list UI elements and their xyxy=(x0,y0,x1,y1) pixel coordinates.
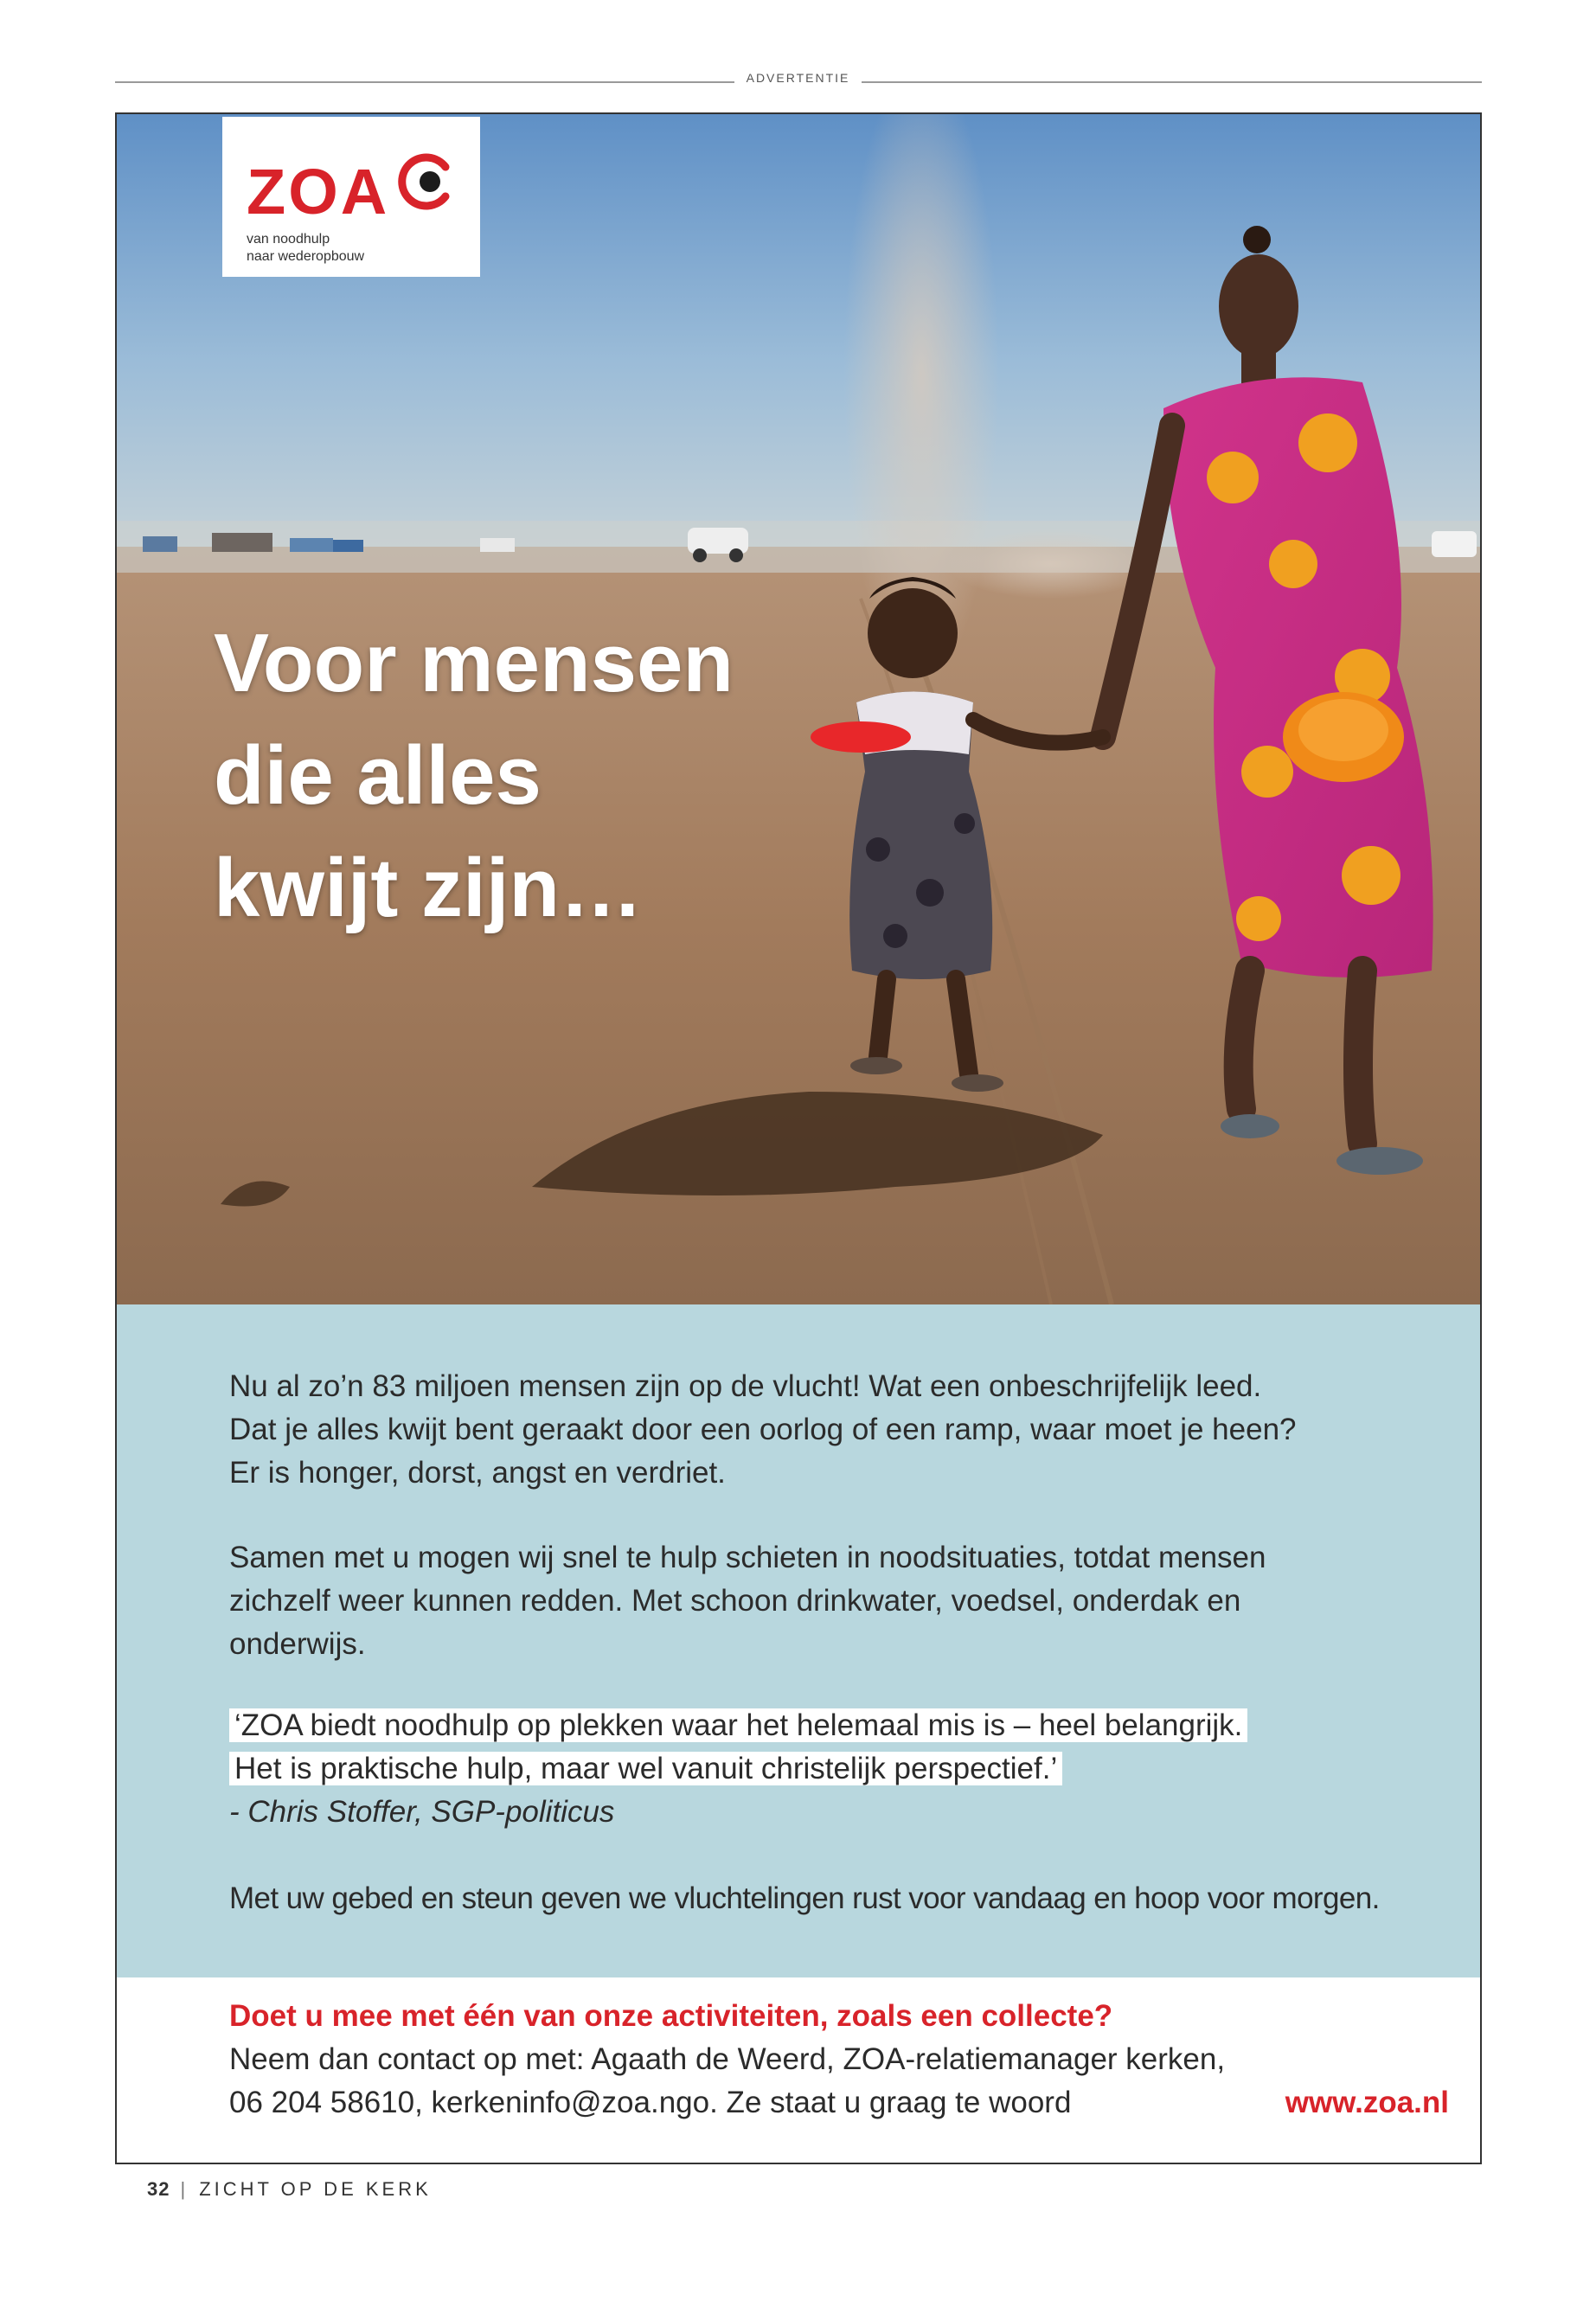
body-text-panel xyxy=(117,1304,1480,1977)
intro-paragraph: Nu al zo’n 83 miljoen mensen zijn op de vlucht! Wat een onbeschrijfelijk leed. Dat je alles kwijt bent geraakt door een oorlog of een ramp, waar moet je heen? Er is honger, dorst, angst en verdriet. xyxy=(229,1369,1297,1490)
publication-name: ZICHT OP DE KERK xyxy=(199,2178,432,2200)
contact-person: Neem dan contact op met: Agaath de Weerd, ZOA-relatiemanager kerken, xyxy=(229,2042,1226,2076)
zoa-wordmark: ZOA xyxy=(247,156,390,228)
mission-paragraph: Samen met u mogen wij snel te hulp schieten in noodsituaties, totdat mensen zichzelf weer kunnen redden. Met schoon drinkwater, voedsel, onderdak en onderwijs. xyxy=(229,1541,1266,1661)
footer-separator: | xyxy=(180,2178,189,2200)
zoa-logo xyxy=(222,117,480,277)
call-to-action: Doet u mee met één van onze activiteiten, zoals een collecte? xyxy=(229,1999,1113,2033)
contact-section xyxy=(117,1977,1480,2163)
zoa-tagline: van noodhulp naar wederopbouw xyxy=(247,232,365,264)
page-number: 32 xyxy=(147,2178,170,2200)
advert-label: ADVERTENTIE xyxy=(0,71,1596,85)
page-footer xyxy=(147,2178,432,2201)
advertisement-frame xyxy=(115,112,1482,2164)
quote-attribution: - Chris Stoffer, SGP-politicus xyxy=(229,1795,615,1829)
hero-photo xyxy=(117,114,1480,1304)
hero-headline: Voor mensen die alles kwijt zijn… xyxy=(214,617,734,934)
zoa-circle-mark-icon xyxy=(395,151,456,212)
closing-paragraph: Met uw gebed en steun geven we vluchtelingen rust voor vandaag en hoop voor morgen. xyxy=(229,1881,1380,1915)
contact-details: 06 204 58610, kerkeninfo@zoa.ngo. Ze staat u graag te woord xyxy=(229,2086,1072,2119)
endorsement-quote: ‘ZOA biedt noodhulp op plekken waar het helemaal mis is – heel belangrijk. Het is praktische hulp, maar wel vanuit christelijk perspectief.’ xyxy=(229,1704,1406,1791)
website-link[interactable]: www.zoa.nl xyxy=(1285,2086,1449,2119)
